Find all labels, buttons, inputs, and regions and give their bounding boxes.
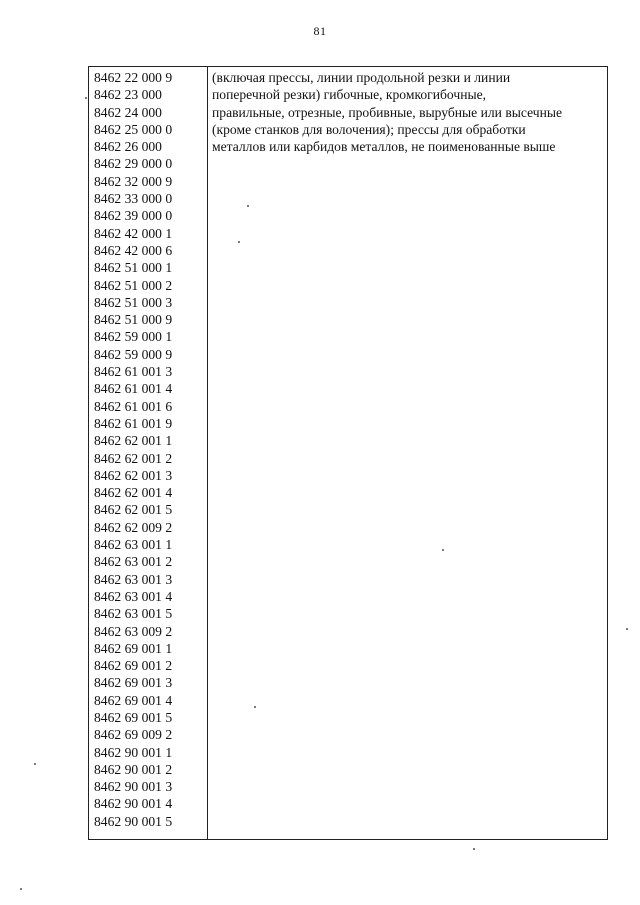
description-line: металлов или карбидов металлов, не поименованные выше [212, 139, 556, 155]
code-item: 8462 61 001 6 [94, 398, 173, 414]
scan-speck [247, 205, 249, 207]
code-item: 8462 51 000 9 [94, 312, 173, 328]
code-item: 8462 42 000 1 [94, 225, 173, 241]
code-item: 8462 90 001 1 [94, 744, 173, 760]
code-description-table [88, 66, 608, 840]
scan-speck [85, 97, 87, 99]
code-item: 8462 22 000 9 [94, 70, 173, 85]
code-item: 8462 23 000 [94, 87, 162, 103]
scan-speck [626, 628, 628, 630]
code-item: 8462 90 001 2 [94, 761, 173, 777]
code-item: 8462 63 001 2 [94, 554, 173, 570]
description-line: (включая прессы, линии продольной резки и линии [212, 70, 511, 85]
code-item: 8462 62 001 1 [94, 433, 173, 449]
scan-speck [34, 763, 36, 765]
code-item: 8462 26 000 [94, 139, 162, 155]
code-item: 8462 62 009 2 [94, 519, 173, 535]
code-item: 8462 25 000 0 [94, 121, 173, 137]
code-item: 8462 62 001 5 [94, 502, 173, 518]
code-item: 8462 24 000 [94, 104, 162, 120]
scan-speck [238, 241, 240, 243]
code-item: 8462 62 001 2 [94, 450, 173, 466]
code-item: 8462 69 001 1 [94, 640, 173, 656]
scan-speck [254, 706, 256, 708]
code-item: 8462 61 001 3 [94, 364, 173, 380]
code-item: 8462 63 001 3 [94, 571, 173, 587]
code-item: 8462 63 001 4 [94, 588, 173, 604]
code-item: 8462 69 009 2 [94, 727, 173, 743]
code-item: 8462 90 001 3 [94, 779, 173, 795]
code-item: 8462 69 001 2 [94, 658, 173, 674]
description-column [208, 67, 607, 839]
code-item: 8462 32 000 9 [94, 173, 173, 189]
description-line: поперечной резки) гибочные, кромкогибочные, [212, 87, 487, 103]
code-item: 8462 63 001 1 [94, 537, 173, 553]
code-item: 8462 90 001 4 [94, 796, 173, 812]
description-line: (кроме станков для волочения); прессы для обработки [212, 121, 526, 137]
code-item: 8462 42 000 6 [94, 242, 173, 258]
code-item: 8462 69 001 5 [94, 709, 173, 725]
code-item: 8462 33 000 0 [94, 191, 173, 207]
code-item: 8462 59 000 9 [94, 346, 173, 362]
code-item: 8462 63 009 2 [94, 623, 173, 639]
code-item: 8462 61 001 4 [94, 381, 173, 397]
code-item: 8462 61 001 9 [94, 415, 173, 431]
code-column [89, 67, 208, 839]
code-item: 8462 51 000 2 [94, 277, 173, 293]
code-item: 8462 51 000 3 [94, 294, 173, 310]
scan-speck [473, 848, 475, 850]
description-line: правильные, отрезные, пробивные, вырубные или высечные [212, 104, 563, 120]
code-item: 8462 59 000 1 [94, 329, 173, 345]
code-item: 8462 29 000 0 [94, 156, 173, 172]
page-number: 81 [313, 24, 327, 38]
scan-speck [442, 549, 444, 551]
code-item: 8462 63 001 5 [94, 606, 173, 622]
code-item: 8462 90 001 5 [94, 813, 173, 829]
code-item: 8462 69 001 4 [94, 692, 173, 708]
code-item: 8462 62 001 3 [94, 467, 173, 483]
code-item: 8462 62 001 4 [94, 485, 173, 501]
code-item: 8462 69 001 3 [94, 675, 173, 691]
code-item: 8462 51 000 1 [94, 260, 173, 276]
scan-speck [20, 888, 22, 890]
code-item: 8462 39 000 0 [94, 208, 173, 224]
